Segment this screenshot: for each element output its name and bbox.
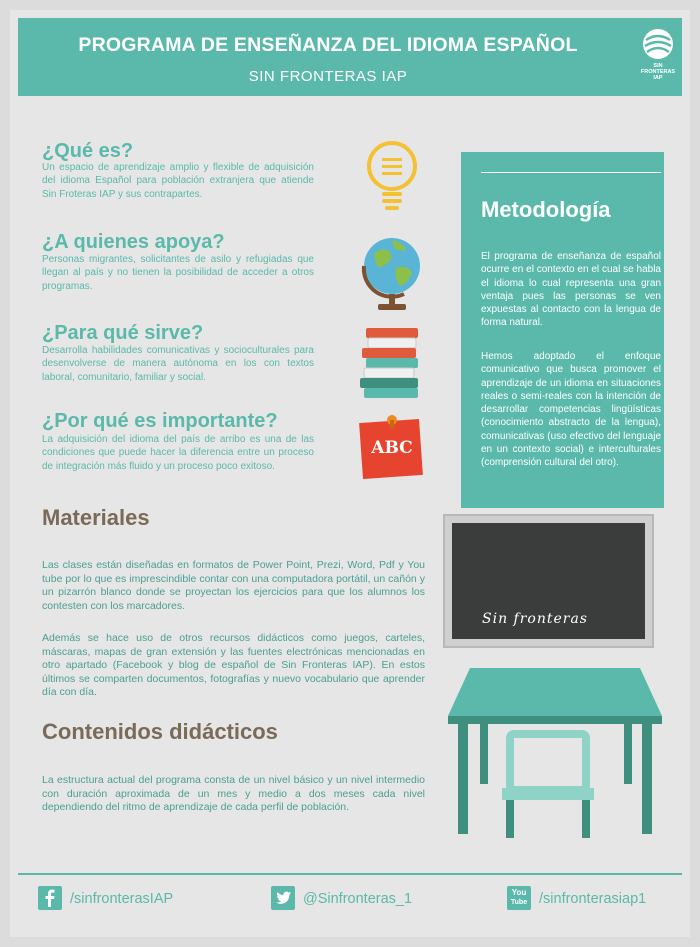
- sin-fronteras-logo: [638, 26, 678, 90]
- desk-chair-icon: [440, 664, 670, 844]
- globe-icon: [356, 232, 426, 314]
- header-banner: [18, 18, 682, 96]
- chalkboard-text: Sin fronteras: [482, 611, 588, 627]
- lightbulb-icon: [364, 138, 420, 214]
- logo-text-line-2: FRONTERAS: [640, 69, 676, 75]
- materiales-paragraph-1: Las clases están diseñadas en formatos de Power Point, Prezi, Word, Pdf y You tube por lo que es imprescindible contar con una computadora portátil, un cañón y un pizarrón blanco donde se proyectan los ejercicios para que los alumnos los contesten con los marcadores.: [42, 559, 425, 612]
- logo-text-line-1: SIN: [653, 63, 663, 69]
- chalkboard-surface: [452, 523, 645, 639]
- youtube-handle: /sinfronterasiap1: [539, 891, 647, 907]
- metodologia-paragraph-2: Hemos adoptado el enfoque comunicativo que busca promover el aprendizaje de un idioma en situaciones reales o semi-reales con la intención de desarrollar competencias lingüísticas (conocimiento abstracto de la lengua), comunicativas (uso efectivo del lenguaje en un contexto social) e interculturales (comprensión cultural del otro).: [481, 351, 661, 469]
- contenidos-title: Contenidos didácticos: [42, 719, 278, 744]
- section-text-para-que-sirve: Desarrolla habilidades comunicativas y socioculturales para desenvolverse de manera autónoma en los con textos laboral, comunitario, familiar y social.: [42, 345, 314, 383]
- logo-globe-icon: [638, 26, 678, 62]
- facebook-icon-glyph: [38, 886, 62, 910]
- contenidos-paragraph-1: La estructura actual del programa consta de un nivel básico y un nivel intermedio con duración aproximada de un mes y medio a dos meses cada nivel dependiendo del ritmo de aprendizaje de cada perfil de población.: [42, 774, 425, 814]
- section-text-a-quienes-apoya: Personas migrantes, solicitantes de asilo y refugiadas que llegan al país y no tienen la posibilidad de acceder a otros programas.: [42, 254, 314, 292]
- materiales-paragraph-2: Además se hace uso de otros recursos didácticos como juegos, carteles, máscaras, mapas de gran extensión y las fuentes electrónicas mencionadas en otro apartado (Facebook y blog de español de Sin Fronteras IAP). En estos últimos se comparten documentos, fotografías y nuevo vocabulario que aprender día con día.: [42, 632, 425, 699]
- metodologia-panel: [461, 152, 664, 508]
- youtube-icon-bottom: Tube: [510, 899, 528, 906]
- metodologia-divider: [481, 172, 661, 173]
- youtube-icon: [507, 886, 531, 910]
- twitter-icon: [271, 886, 295, 910]
- section-text-que-es: Un espacio de aprendizaje amplio y flexible de adquisición del idioma Español para población extranjera que atiende Sin Froteras IAP y sus contrapartes.: [42, 162, 314, 200]
- section-title-por-que-es-importante: ¿Por qué es importante?: [42, 410, 278, 432]
- twitter-handle: @Sinfronteras_1: [303, 891, 413, 907]
- section-title-para-que-sirve: ¿Para qué sirve?: [42, 322, 204, 344]
- abc-note-text: ABC: [371, 438, 413, 458]
- facebook-icon: [38, 886, 62, 910]
- facebook-link[interactable]: [38, 886, 238, 912]
- youtube-icon-top: You: [511, 888, 527, 897]
- section-title-a-quienes-apoya: ¿A quienes apoya?: [42, 231, 225, 253]
- metodologia-paragraph-1: El programa de enseñanza de español ocurre en el contexto en el cual se habla el idioma lo cual representa una gran ventaja pues las personas se ven expuestas al contacto con la lengua de forma natural.: [481, 251, 661, 329]
- logo-text-line-3: IAP: [653, 75, 663, 81]
- page-title: PROGRAMA DE ENSEÑANZA DEL IDIOMA ESPAÑOL: [78, 34, 578, 56]
- youtube-link[interactable]: [507, 886, 677, 912]
- chalkboard-illustration: [443, 514, 654, 648]
- twitter-icon-glyph: [271, 886, 295, 910]
- metodologia-title: Metodología: [481, 197, 611, 222]
- facebook-handle: /sinfronterasIAP: [70, 891, 174, 907]
- materiales-title: Materiales: [42, 505, 150, 530]
- section-text-por-que-es-importante: La adquisición del idioma del país de arribo es una de las condiciones que puede hacer la diferencia entre un proceso de integración más fluido y un proceso poco exitoso.: [42, 434, 314, 472]
- section-title-que-es: ¿Qué es?: [42, 140, 134, 162]
- twitter-link[interactable]: [271, 886, 451, 912]
- page-subtitle: SIN FRONTERAS IAP: [248, 68, 408, 85]
- books-icon: [358, 324, 424, 400]
- logo-text: [638, 63, 678, 81]
- footer-divider: [18, 873, 682, 875]
- abc-note-icon: [358, 412, 426, 480]
